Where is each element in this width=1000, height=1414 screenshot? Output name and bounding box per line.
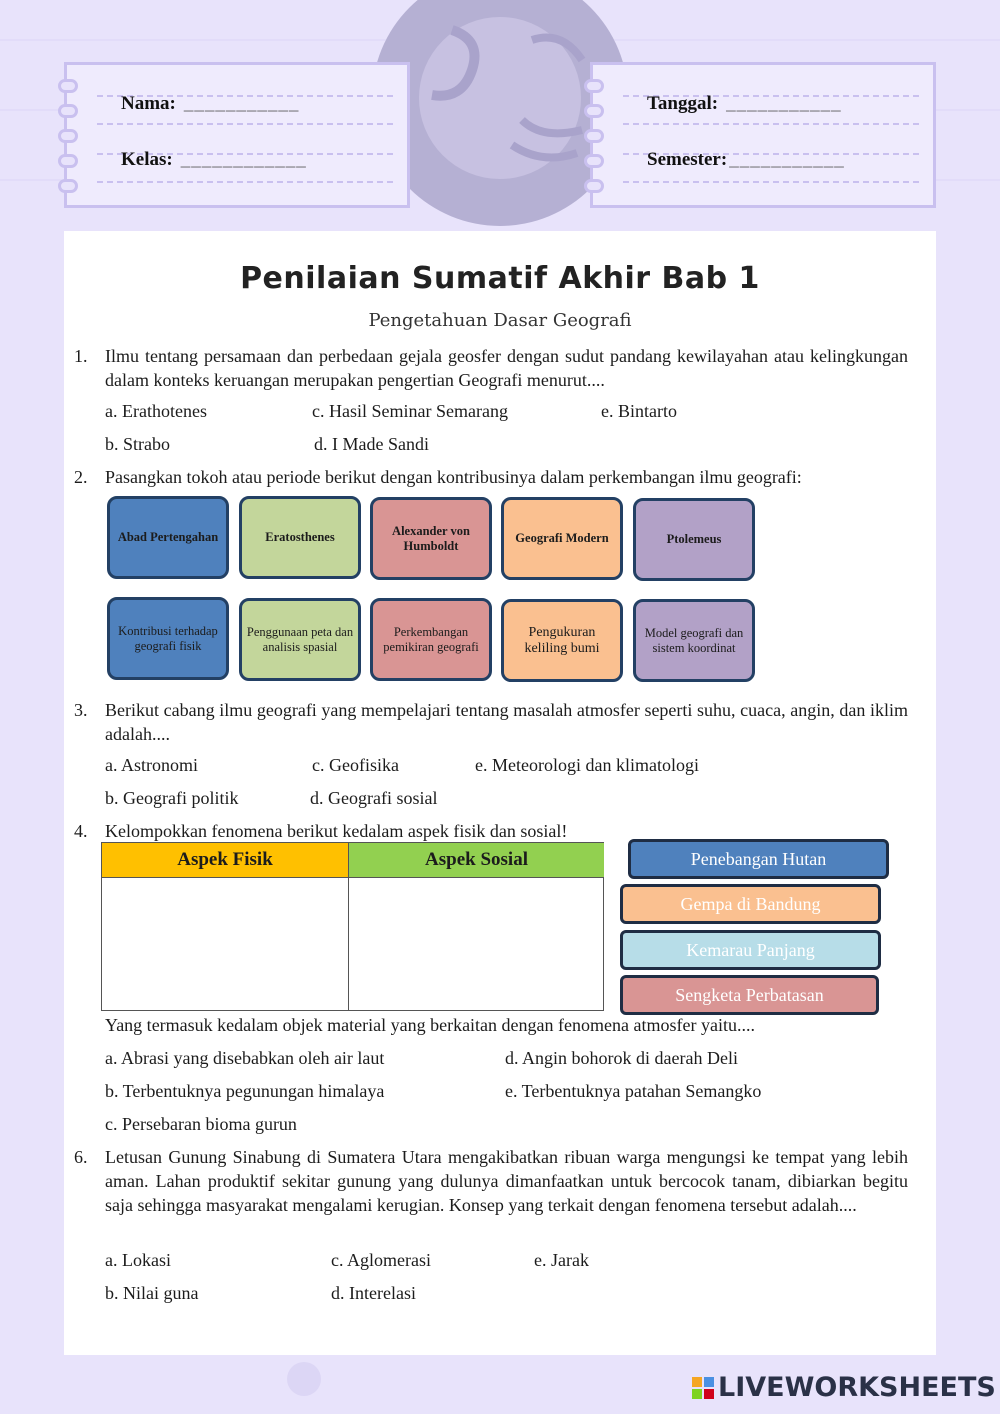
ring-icon	[58, 79, 78, 93]
q3-option-c[interactable]: c. Geofisika	[312, 755, 399, 775]
kelas-label: Kelas:	[121, 149, 173, 170]
ring-icon	[58, 154, 78, 168]
kelas-field[interactable]	[121, 149, 307, 171]
question-5-text: Yang termasuk kedalam objek material yang berkaitan dengan fenomena atmosfer yaitu....	[105, 1015, 755, 1035]
match-card-top[interactable]: Eratosthenes	[239, 496, 361, 579]
match-card-top[interactable]: Abad Pertengahan	[107, 496, 229, 579]
grouping-table	[101, 842, 604, 1011]
q3-option-b[interactable]: b. Geografi politik	[105, 788, 239, 808]
q6-option-c[interactable]: c. Aglomerasi	[331, 1250, 431, 1270]
student-info-card	[64, 62, 410, 208]
q6-option-b[interactable]: b. Nilai guna	[105, 1283, 199, 1303]
q3-option-e[interactable]: e. Meteorologi dan klimatologi	[475, 755, 699, 775]
nama-field[interactable]	[121, 93, 299, 115]
q5-option-d[interactable]: d. Angin bohorok di daerah Deli	[505, 1048, 738, 1068]
question-number: 4.	[74, 821, 88, 841]
question-number: 2.	[74, 467, 88, 487]
match-card-top[interactable]: Ptolemeus	[633, 498, 755, 581]
q5-option-a[interactable]: a. Abrasi yang disebabkan oleh air laut	[105, 1048, 385, 1068]
ring-icon	[584, 79, 604, 93]
q1-option-b[interactable]: b. Strabo	[105, 434, 170, 454]
ring-icon	[58, 104, 78, 118]
drop-zone-fisik[interactable]	[102, 878, 348, 1011]
semester-blank[interactable]: ___________	[729, 149, 845, 170]
draggable-chip[interactable]: Kemarau Panjang	[620, 930, 881, 970]
q3-option-d[interactable]: d. Geografi sosial	[310, 788, 438, 808]
match-card-bottom[interactable]: Model geografi dan sistem koordinat	[633, 599, 755, 682]
question-1-text: Ilmu tentang persamaan dan perbedaan gejala geosfer dengan sudut pandang kewilayahan atau kelingkungan dalam konteks keruangan merupakan pengertian Geografi menurut....	[105, 346, 908, 390]
ring-icon	[584, 179, 604, 193]
semester-label: Semester:	[647, 149, 728, 170]
q6-option-d[interactable]: d. Interelasi	[331, 1283, 416, 1303]
q5-option-e[interactable]: e. Terbentuknya patahan Semangko	[505, 1081, 762, 1101]
nama-label: Nama:	[121, 93, 176, 114]
q3-option-a[interactable]: a. Astronomi	[105, 755, 198, 775]
question-number: 1.	[74, 346, 88, 366]
match-card-top[interactable]: Alexander von Humboldt	[370, 497, 492, 580]
logo-text: LIVEWORKSHEETS	[718, 1372, 996, 1403]
worksheet	[64, 231, 936, 1355]
draggable-chip[interactable]: Gempa di Bandung	[620, 884, 881, 924]
liveworksheets-logo-icon	[692, 1377, 714, 1399]
match-card-bottom[interactable]: Pengukuran keliling bumi	[501, 599, 623, 682]
page-title: Penilaian Sumatif Akhir Bab 1	[240, 261, 760, 296]
match-card-top[interactable]: Geografi Modern	[501, 497, 623, 580]
match-card-bottom[interactable]: Penggunaan peta dan analisis spasial	[239, 598, 361, 681]
q5-option-b[interactable]: b. Terbentuknya pegunungan himalaya	[105, 1081, 385, 1101]
question-number: 3.	[74, 700, 88, 720]
q1-option-c[interactable]: c. Hasil Seminar Semarang	[312, 401, 508, 421]
q5-option-c[interactable]: c. Persebaran bioma gurun	[105, 1114, 297, 1134]
draggable-chip[interactable]: Sengketa Perbatasan	[620, 975, 879, 1015]
ring-icon	[584, 104, 604, 118]
draggable-chip[interactable]: Penebangan Hutan	[628, 839, 889, 879]
q1-option-a[interactable]: a. Erathotenes	[105, 401, 207, 421]
nama-blank[interactable]: ___________	[183, 93, 300, 114]
q1-option-d[interactable]: d. I Made Sandi	[314, 434, 429, 454]
ring-icon	[58, 129, 78, 143]
page-subtitle: Pengetahuan Dasar Geografi	[368, 310, 632, 331]
q6-option-a[interactable]: a. Lokasi	[105, 1250, 171, 1270]
column-header-fisik: Aspek Fisik	[102, 843, 348, 877]
kelas-blank[interactable]: ____________	[180, 149, 307, 170]
question-3-text: Berikut cabang ilmu geografi yang mempelajari tentang masalah atmosfer seperti suhu, cuaca, angin, dan iklim adalah....	[105, 700, 908, 744]
ring-icon	[584, 154, 604, 168]
tanggal-blank[interactable]: ___________	[726, 93, 842, 114]
q1-option-e[interactable]: e. Bintarto	[601, 401, 677, 421]
column-header-sosial: Aspek Sosial	[349, 843, 604, 877]
drop-zone-sosial[interactable]	[349, 878, 604, 1011]
question-2-text: Pasangkan tokoh atau periode berikut dengan kontribusinya dalam perkembangan ilmu geografi:	[105, 467, 802, 487]
ring-icon	[58, 179, 78, 193]
question-number: 6.	[74, 1147, 88, 1167]
ring-icon	[584, 129, 604, 143]
liveworksheets-logo[interactable]	[692, 1372, 996, 1403]
semester-field[interactable]	[647, 149, 845, 171]
date-info-card	[590, 62, 936, 208]
match-card-bottom[interactable]: Perkembangan pemikiran geografi	[370, 598, 492, 681]
question-4-text: Kelompokkan fenomena berikut kedalam aspek fisik dan sosial!	[105, 821, 568, 841]
tanggal-label: Tanggal:	[647, 93, 719, 114]
match-card-bottom[interactable]: Kontribusi terhadap geografi fisik	[107, 597, 229, 680]
tanggal-field[interactable]	[647, 93, 842, 115]
question-6-text: Letusan Gunung Sinabung di Sumatera Utara mengakibatkan ribuan warga mengungsi ke tempat yang lebih aman. Lahan produktif sekitar gunung yang dulunya dimanfaatkan untuk bercocok tanam, dibiarkan begitu saja sehingga masyarakat mengalami kerugian. Konsep yang terkait dengan fenomena tersebut adalah....	[105, 1147, 908, 1215]
q6-option-e[interactable]: e. Jarak	[534, 1250, 589, 1270]
decorative-bubble	[287, 1362, 321, 1396]
